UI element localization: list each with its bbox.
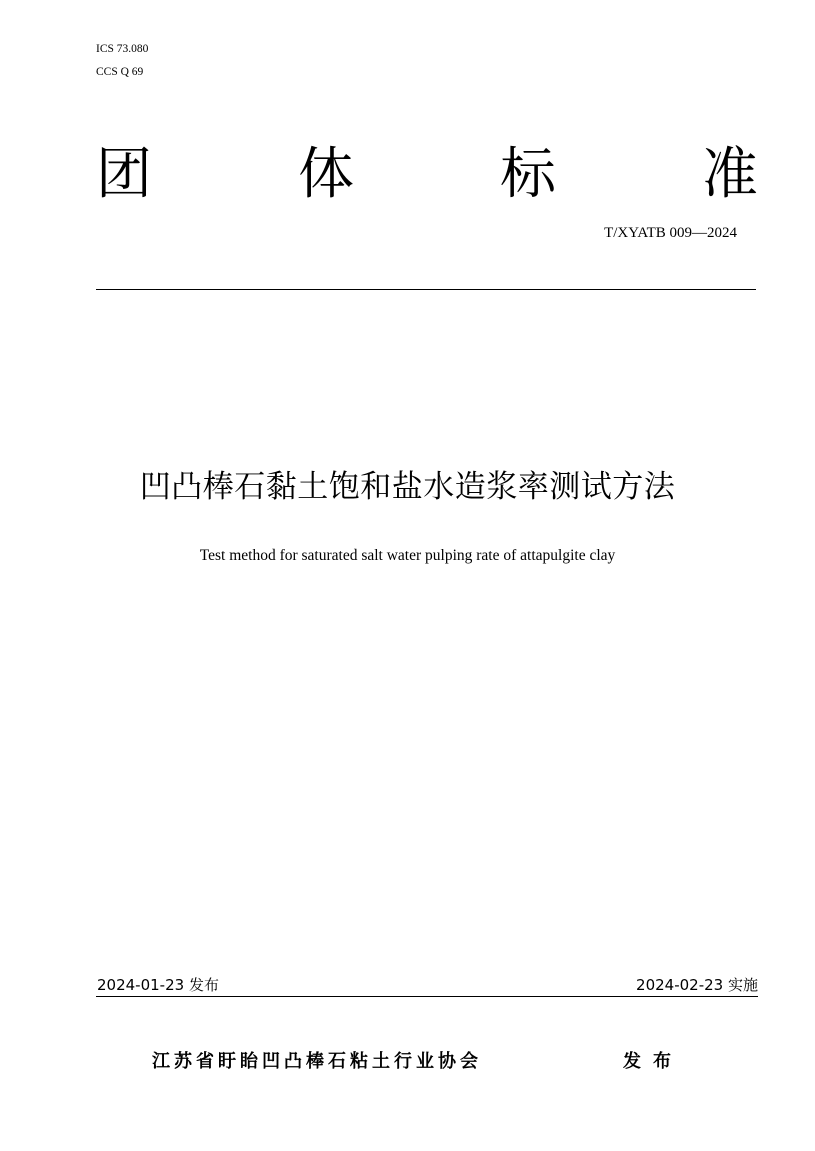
issuing-organization: 江苏省盱眙凹凸棒石粘土行业协会 (152, 1051, 482, 1072)
heading-char-3: 标 (500, 142, 556, 207)
document-title-chinese: 凹凸棒石黏土饱和盐水造浆率测试方法 (139, 469, 676, 505)
standard-type-heading (96, 140, 758, 210)
heading-char-1: 团 (96, 142, 152, 207)
header-divider (96, 289, 756, 290)
implementation-date: 2024-02-23 实施 (636, 976, 758, 994)
standard-number: T/XYATB 009—2024 (604, 225, 737, 241)
heading-char-2: 体 (298, 142, 354, 207)
document-title-english: Test method for saturated salt water pulping rate of attapulgite clay (199, 547, 616, 564)
publish-date: 2024-01-23 发布 (97, 976, 219, 994)
ics-code: ICS 73.080 (96, 43, 149, 55)
ccs-code: CCS Q 69 (96, 66, 144, 78)
issued-label: 发布 (623, 1051, 683, 1072)
heading-char-4: 准 (702, 142, 758, 207)
footer-divider (96, 996, 758, 997)
